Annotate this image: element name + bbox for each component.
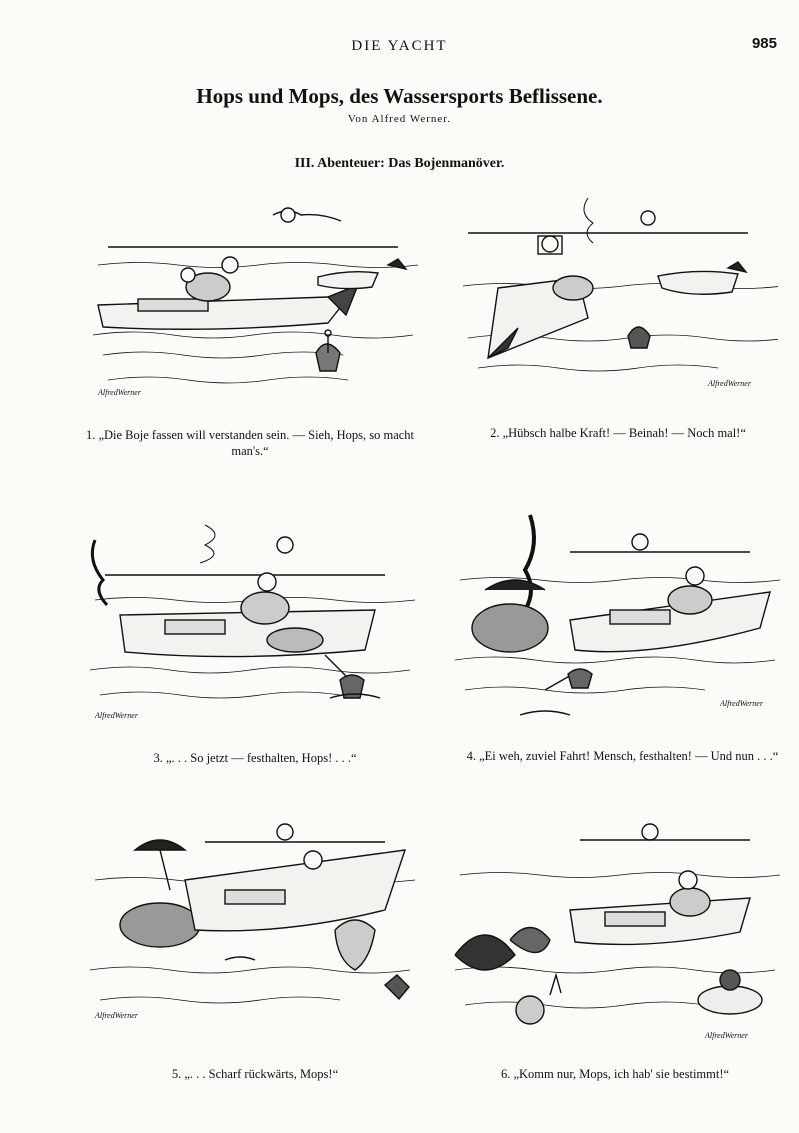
panel-5-signature: AlfredWerner [95,1011,138,1020]
panel-2-signature: AlfredWerner [708,379,751,388]
article-title: Hops und Mops, des Wassersports Beflissene. [196,84,603,108]
panel-2-caption: 2. „Hübsch halbe Kraft! — Beinah! — Noch mal!“ [490,426,746,440]
page-number: 985 [751,35,777,52]
article-subtitle: III. Abenteuer: Das Bojenmanöver. [294,156,505,171]
illustration-panel-2 [458,198,778,398]
panel-6-caption: 6. „Komm nur, Mops, ich hab' sie bestimmt!“ [500,1067,730,1081]
panel-4-caption: 4. „Ei weh, zuviel Fahrt! Mensch, festhalten! — Und nun . . .“ [466,749,779,763]
illustration-panel-3 [85,520,425,730]
panel-6-signature: AlfredWerner [705,1031,748,1040]
illustration-panel-1 [88,205,418,415]
panel-3-caption: 3. „. . . So jetzt — festhalten, Hops! . . .“ [153,751,357,765]
panel-3-signature: AlfredWerner [95,711,138,720]
panel-1-caption: 1. „Die Boje fassen will verstanden sein. — Sieh, Hops, so macht man's.“ [85,428,415,458]
illustration-panel-5 [85,820,425,1040]
illustration-panel-4 [450,510,780,730]
illustration-panel-6 [450,820,780,1050]
running-head: DIE YACHT [351,38,448,54]
panel-1-signature: AlfredWerner [98,388,141,397]
article-byline: Von Alfred Werner. [347,113,452,125]
panel-4-signature: AlfredWerner [720,699,763,708]
panel-5-caption: 5. „. . . Scharf rückwärts, Mops!“ [171,1067,339,1081]
